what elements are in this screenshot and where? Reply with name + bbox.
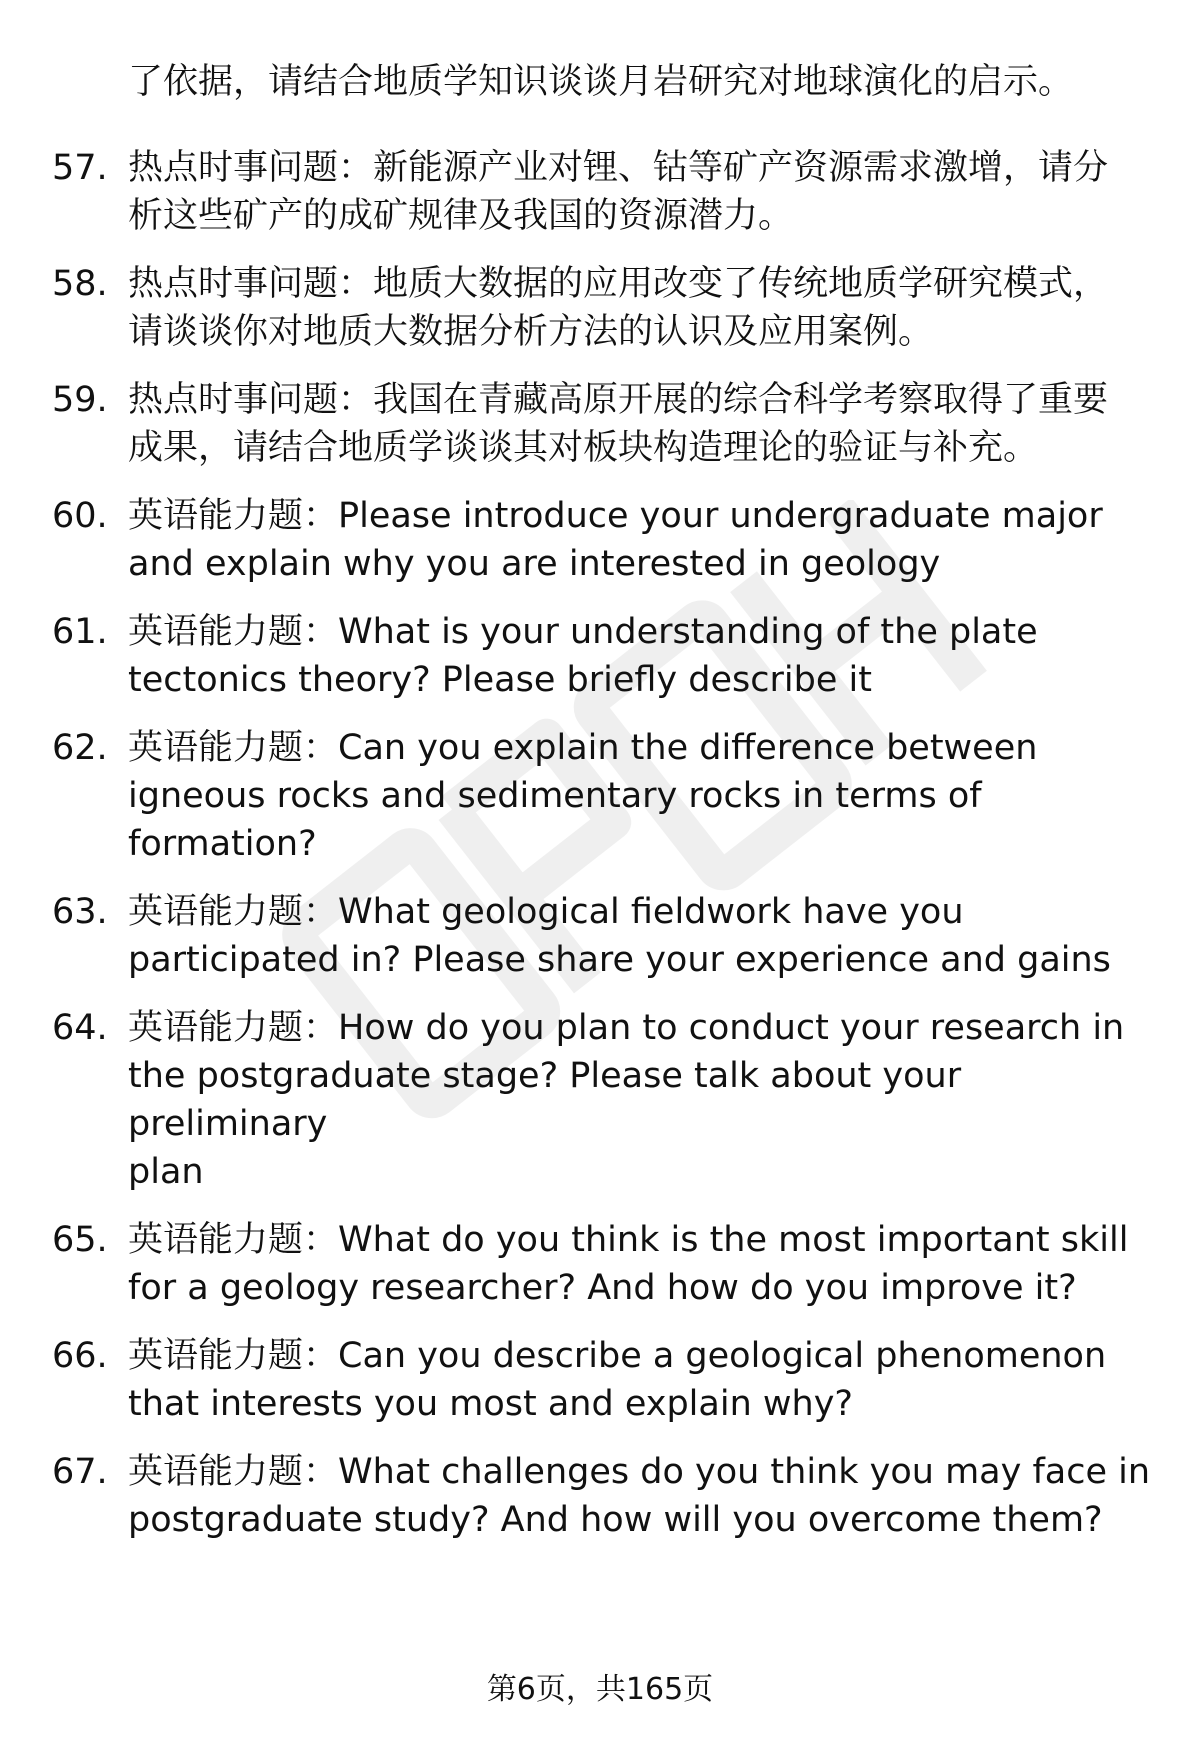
page-footer: 第6页，共165页 [486, 1672, 714, 1707]
continuation-text: 了依据，请结合地质学知识谈谈月岩研究对地球演化的启示。 [128, 62, 1074, 102]
question-number: 63. [52, 892, 108, 932]
question-number: 57. [52, 148, 108, 188]
question-number: 65. [52, 1220, 108, 1260]
question-text: 英语能力题：How do you plan to conduct your research in the postgraduate stage? Please talk about your preliminary plan [128, 1008, 1125, 1192]
question-number: 64. [52, 1008, 108, 1048]
list-item [52, 1448, 1162, 1544]
list-item [52, 1332, 1162, 1428]
list-item [52, 1004, 1162, 1196]
question-list [52, 144, 1162, 1564]
list-item [52, 1216, 1162, 1312]
question-text: 英语能力题：What challenges do you think you may face in postgraduate study? And how will you overcome them? [128, 1452, 1151, 1540]
question-text: 英语能力题：Please introduce your undergraduate major and explain why you are interested in geology [128, 496, 1103, 584]
question-text: 英语能力题：Can you explain the difference between igneous rocks and sedimentary rocks in terms of formation? [128, 728, 1038, 864]
question-number: 58. [52, 264, 108, 304]
question-number: 67. [52, 1452, 108, 1492]
list-item [52, 888, 1162, 984]
question-text: 英语能力题：Can you describe a geological phenomenon that interests you most and explain why? [128, 1336, 1107, 1424]
question-text: 英语能力题：What is your understanding of the plate tectonics theory? Please briefly describe it [128, 612, 1038, 700]
list-item [52, 376, 1162, 472]
question-number: 60. [52, 496, 108, 536]
question-number: 59. [52, 380, 108, 420]
question-number: 62. [52, 728, 108, 768]
question-number: 66. [52, 1336, 108, 1376]
question-text: 热点时事问题：我国在青藏高原开展的综合科学考察取得了重要 成果，请结合地质学谈谈其对板块构造理论的验证与补充。 [128, 380, 1109, 468]
question-text: 英语能力题：What geological fieldwork have you participated in? Please share your experience and gains [128, 892, 1111, 980]
question-text: 热点时事问题：地质大数据的应用改变了传统地质学研究模式， 请谈谈你对地质大数据分析方法的认识及应用案例。 [128, 264, 1109, 352]
question-number: 61. [52, 612, 108, 652]
list-item [52, 144, 1162, 240]
list-item [52, 492, 1162, 588]
list-item [52, 608, 1162, 704]
question-text: 英语能力题：What do you think is the most important skill for a geology researcher? And how do you improve it? [128, 1220, 1129, 1308]
question-text: 热点时事问题：新能源产业对锂、钴等矿产资源需求激增，请分 析这些矿产的成矿规律及我国的资源潜力。 [128, 148, 1109, 236]
list-item [52, 724, 1162, 868]
list-item [52, 260, 1162, 356]
